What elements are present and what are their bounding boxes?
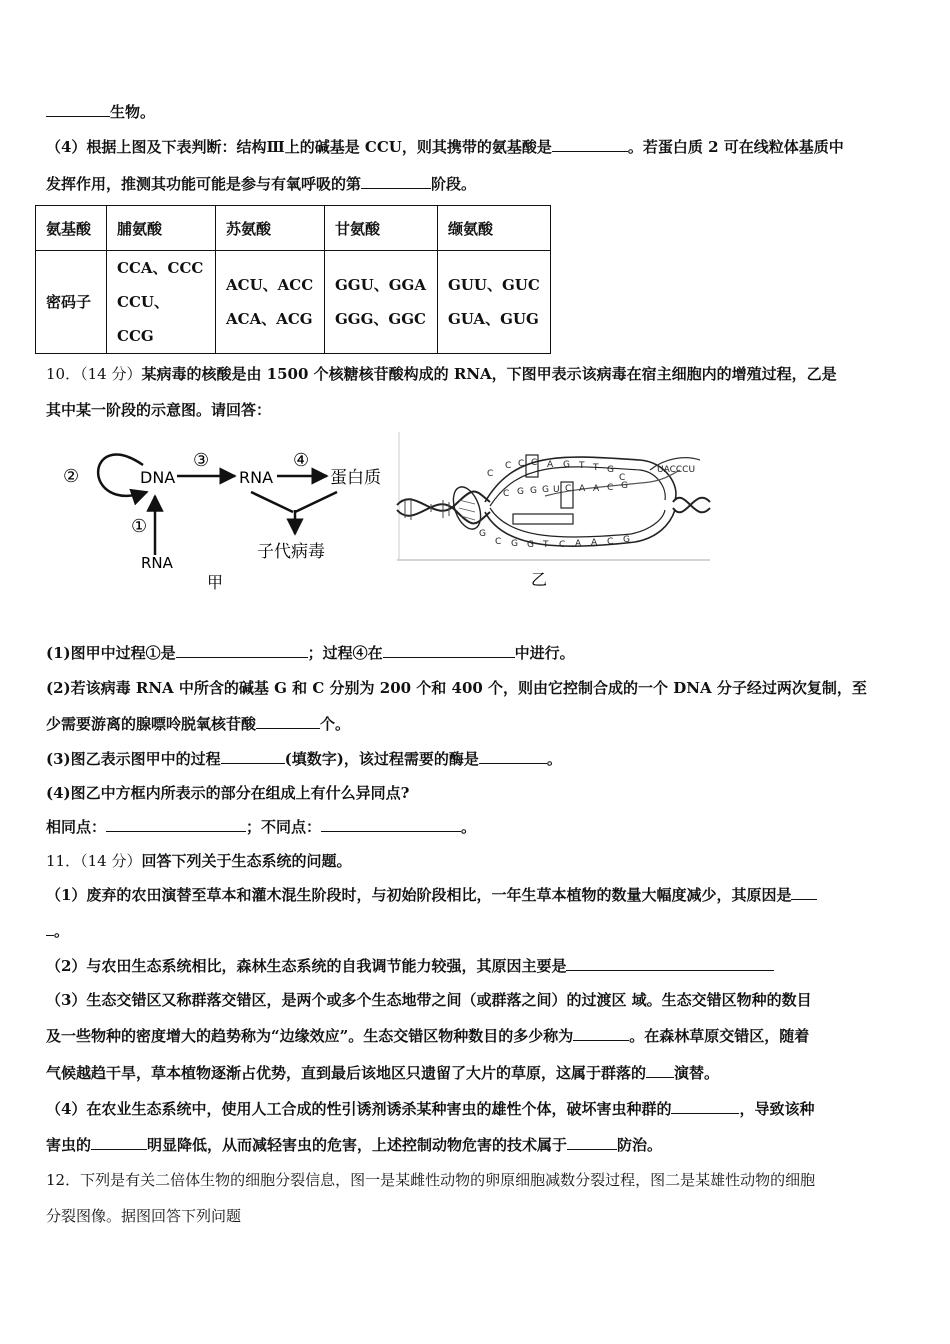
q10-intro-line-2: 其中某一阶段的示意图。请回答： — [46, 401, 272, 419]
answer-blank[interactable] — [176, 643, 308, 658]
rna-strand-bases — [503, 481, 628, 499]
bottom-strand-bases — [479, 529, 630, 550]
svg-text:G: G — [563, 460, 570, 470]
svg-text:G: G — [607, 465, 614, 475]
fig-jia-dna: DNA — [140, 468, 176, 487]
q12-line-1: 12．下列是有关二倍体生物的细胞分裂信息，图一是某雌性动物的卵原细胞减数分裂过程，图二是某雄性动物的细胞 — [46, 1171, 816, 1189]
fig-jia-label-2: ② — [63, 466, 80, 487]
fig-jia-progeny: 子代病毒 — [257, 542, 325, 562]
q10-intro-line-1: 10．（14 分）某病毒的核酸是由 1500 个核糖核苷酸构成的 RNA，下图甲表示该病毒在宿主细胞内的增殖过程，乙是 — [46, 365, 837, 383]
svg-text:G: G — [517, 487, 524, 497]
q11-part-2: （2）与农田生态系统相比，森林生态系统的自我调节能力较强，其原因主要是 — [46, 956, 910, 976]
q11-intro: 11．（14 分）回答下列关于生态系统的问题。 — [46, 852, 352, 870]
answer-blank[interactable] — [256, 714, 320, 729]
svg-text:G: G — [527, 540, 534, 550]
svg-text:C: C — [607, 537, 614, 547]
table-cell: GUU、GUC GUA、GUG — [438, 251, 551, 354]
fig-jia-protein: 蛋白质 — [330, 468, 381, 488]
bubble-bottom-strand-inner — [490, 508, 665, 537]
answer-blank[interactable] — [646, 1063, 674, 1078]
svg-text:G: G — [621, 481, 628, 491]
amino-acid-codon-table — [35, 205, 551, 354]
fig-jia-label-4: ④ — [293, 450, 310, 471]
q11-part-3-line-1: （3）生态交错区又称群落交错区，是两个或多个生态地带之间（或群落之间）的过渡区 域。生态交错区物种的数目 — [46, 991, 812, 1009]
q10-sub-4: (4)图乙中方框内所表示的部分在组成上有什么异同点? — [46, 784, 410, 802]
answer-blank[interactable] — [91, 1135, 147, 1150]
table-cell: GGU、GGA GGG、GGC — [325, 251, 438, 354]
answer-blank[interactable] — [46, 921, 54, 936]
enzyme-bar — [513, 514, 573, 524]
answer-blank[interactable] — [383, 643, 515, 658]
q11-part-3-line-2: 及一些物种的密度增大的趋势称为“边缘效应”。生态交错区物种数目的多少称为 。在森林草原交错区，随着 — [46, 1027, 810, 1045]
svg-text:A: A — [593, 484, 600, 494]
q11-part-3-line-3: 气候越趋干旱，草本植物逐渐占优势，直到最后该地区只遗留了大片的草原，这属于群落的 演替。 — [46, 1064, 720, 1082]
svg-text:G: G — [623, 535, 630, 545]
join-line-right — [295, 492, 337, 512]
table-cell: 缬氨酸 — [438, 206, 551, 251]
fig-yi-caption: 乙 — [531, 570, 548, 589]
answer-blank[interactable] — [221, 749, 285, 764]
answer-blank[interactable] — [552, 137, 628, 152]
answer-blank[interactable] — [321, 817, 461, 832]
svg-text:A: A — [579, 484, 586, 494]
table-cell: 脯氨酸 — [107, 206, 216, 251]
answer-blank[interactable] — [479, 749, 547, 764]
fig-jia-label-3: ③ — [193, 450, 210, 471]
q12-line-2: 分裂图像。据图回答下列问题 — [46, 1207, 242, 1225]
svg-text:T: T — [593, 463, 599, 473]
answer-blank[interactable] — [106, 817, 246, 832]
q9-part4-line-1: （4）根据上图及下表判断：结构Ⅲ上的碱基是 CCU，则其携带的氨基酸是 。若蛋白质 2 可在线粒体基质中 — [46, 138, 844, 156]
answer-blank[interactable] — [361, 174, 431, 189]
svg-text:C: C — [518, 459, 525, 469]
svg-text:C: C — [487, 469, 494, 479]
table-cell: ACU、ACC ACA、ACG — [216, 251, 325, 354]
svg-text:C: C — [619, 473, 626, 483]
figure-yi — [395, 430, 715, 595]
answer-blank[interactable] — [567, 1135, 617, 1150]
q9-line-1: 生物。 — [46, 102, 910, 122]
answer-blank[interactable] — [573, 1026, 629, 1041]
fig-jia-rna-bottom: RNA — [141, 554, 173, 572]
q10-sub-3: (3)图乙表示图甲中的过程 (填数字)，该过程需要的酶是 。 — [46, 750, 562, 768]
top-strand-bases — [487, 458, 625, 483]
svg-text:G: G — [479, 529, 486, 539]
table-cell: 甘氨酸 — [325, 206, 438, 251]
svg-text:G: G — [511, 539, 518, 549]
answer-blank[interactable] — [46, 102, 110, 117]
answer-blank[interactable] — [671, 1099, 739, 1114]
enzyme-ellipse — [448, 483, 486, 533]
svg-text:U: U — [553, 485, 560, 495]
dna-helix-right-strand-2 — [673, 498, 710, 513]
fig-jia-rna: RNA — [239, 468, 274, 487]
svg-text:C: C — [495, 537, 502, 547]
table-cell: 氨基酸 — [36, 206, 107, 251]
svg-text:A: A — [575, 539, 582, 549]
svg-text:C: C — [505, 461, 512, 471]
q10-sub-2-line-1: (2)若该病毒 RNA 中所含的碱基 G 和 C 分别为 200 个和 400 个，则由它控制合成的一个 DNA 分子经过两次复制，至 — [46, 679, 867, 697]
fig-jia-caption: 甲 — [207, 573, 224, 592]
svg-text:C: C — [607, 483, 614, 493]
svg-text:G: G — [542, 485, 549, 495]
q11-part-1-line-2: 。 — [46, 921, 910, 941]
svg-text:T: T — [543, 540, 549, 550]
svg-text:G: G — [530, 486, 537, 496]
table-header-row — [36, 206, 551, 251]
rna-tail-bases: UACCCU — [657, 465, 696, 475]
answer-blank[interactable] — [791, 885, 817, 900]
svg-text:C: C — [503, 489, 510, 499]
table-row — [36, 251, 551, 354]
q11-part-4-line-2: 害虫的 明显降低，从而减轻害虫的危害，上述控制动物危害的技术属于 防治。 — [46, 1136, 663, 1154]
svg-text:T: T — [579, 461, 585, 471]
table-cell: 苏氨酸 — [216, 206, 325, 251]
fig-jia-label-1: ① — [131, 516, 148, 537]
answer-blank[interactable] — [566, 956, 774, 971]
svg-text:A: A — [547, 460, 554, 470]
q9-part4-line-2: 发挥作用，推测其功能可能是参与有氧呼吸的第 阶段。 — [46, 175, 477, 193]
table-cell: CCA、CCC CCU、CCG — [107, 251, 216, 354]
q11-part-1-line-1: （1）废弃的农田演替至草本和灌木混生阶段时，与初始阶段相比，一年生草本植物的数量大幅度减少，其原因是 — [46, 885, 910, 905]
q10-sub-1: (1)图甲中过程①是 ；过程④在 中进行。 — [46, 644, 575, 662]
svg-text:C: C — [559, 540, 566, 550]
svg-text:A: A — [591, 538, 598, 548]
join-line-left — [251, 492, 293, 512]
svg-text:C: C — [531, 458, 538, 468]
figure-jia — [55, 430, 395, 600]
svg-text:C: C — [565, 484, 572, 494]
q10-sub-2-line-2: 少需要游离的腺嘌呤脱氧核苷酸 个。 — [46, 715, 351, 733]
table-cell: 密码子 — [36, 251, 107, 354]
q10-sub-4-answer: 相同点： ；不同点： 。 — [46, 818, 477, 836]
q11-part-4-line-1: （4）在农业生态系统中，使用人工合成的性引诱剂诱杀某种害虫的雄性个体，破坏害虫种群的 ，导致该种 — [46, 1100, 815, 1118]
